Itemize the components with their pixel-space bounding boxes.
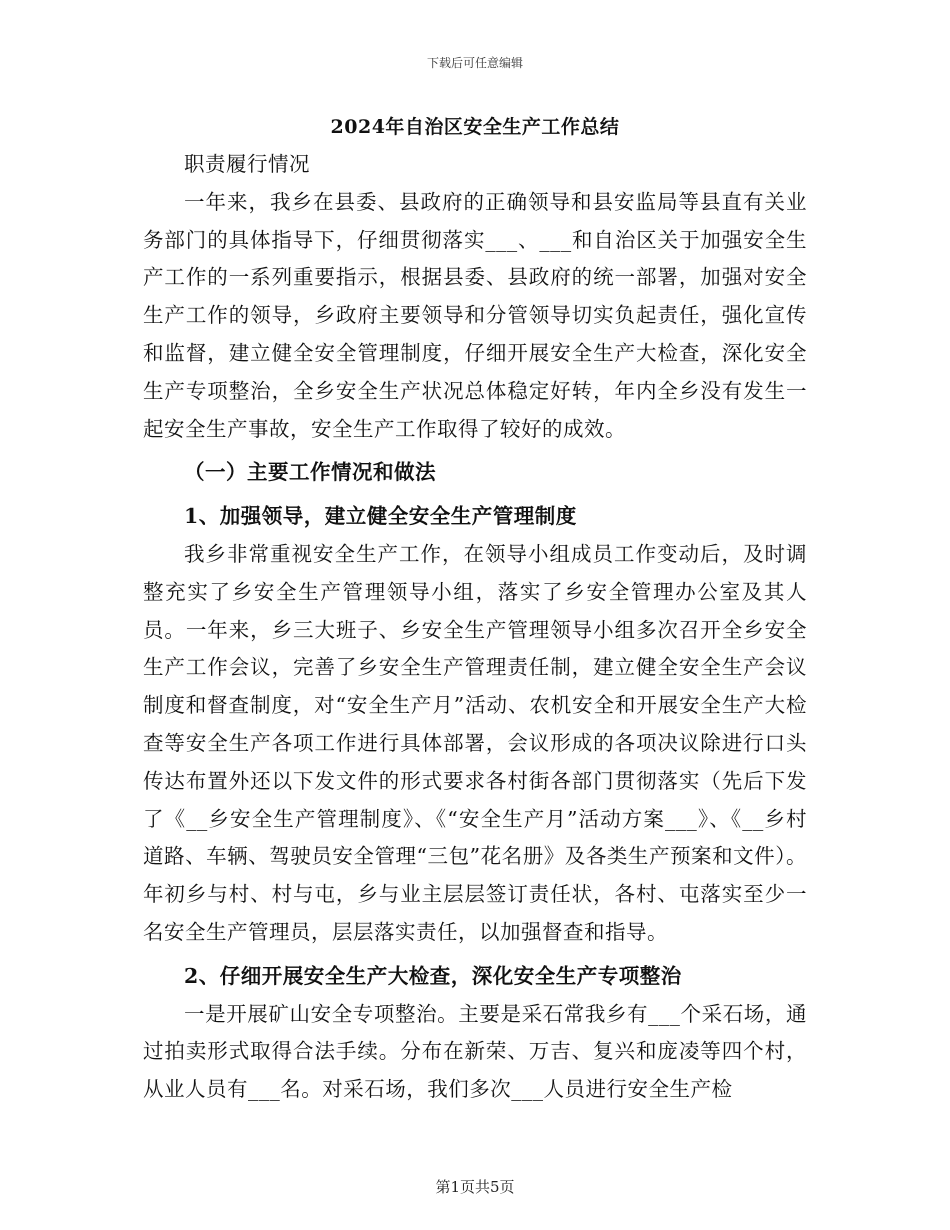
heading-safety-inspection: 2、仔细开展安全生产大检查，深化安全生产专项整治: [184, 963, 682, 988]
heading-strengthen-leadership: 1、加强领导，建立健全安全生产管理制度: [184, 504, 577, 529]
heading-main-work: （一）主要工作情况和做法: [184, 460, 436, 485]
document-title: 2024年自治区安全生产工作总结: [330, 116, 620, 138]
paragraph-mine-safety: 一是开展矿山安全专项整治。主要是采石常我乡有___个采石场，通过拍卖形式取得合法手续。分布在新荣、万吉、复兴和庞凌等四个村，从业人员有___名。对采石场，我们多次___人员进行安全生产检: [143, 1001, 807, 1102]
paragraph-leadership: 我乡非常重视安全生产工作，在领导小组成员工作变动后，及时调整充实了乡安全生产管理领导小组，落实了乡安全管理办公室及其人员。一年来，乡三大班子、乡安全生产管理领导小组多次召开全乡安全生产工作会议，完善了乡安全生产管理责任制，建立健全安全生产会议制度和督查制度，对“安全生产月”活动、农机安全和开展安全生产大检查等安全生产各项工作进行具体部署，会议形成的各项决议除进行口头传达布置外还以下发文件的形式要求各村街各部门贯彻落实（先后下发了《__乡安全生产管理制度》、《“安全生产月”活动方案___》、《__乡村道路、车辆、驾驶员安全管理“三包”花名册》及各类生产预案和文件）。年初乡与村、村与屯，乡与业主层层签订责任状，各村、屯落实至少一名安全生产管理员，层层落实责任，以加强督查和指导。: [143, 541, 807, 944]
header-note: 下载后可任意编辑: [426, 56, 523, 70]
document-body: [143, 112, 807, 1109]
page-number: 第1页共5页: [435, 1178, 515, 1196]
section-duty-label: 职责履行情况: [184, 152, 310, 176]
paragraph-intro: 一年来，我乡在县委、县政府的正确领导和县安监局等县直有关业务部门的具体指导下，仔细贯彻落实___、___和自治区关于加强安全生产工作的一系列重要指示，根据县委、县政府的统一部署，加强对安全生产工作的领导，乡政府主要领导和分管领导切实负起责任，强化宣传和监督，建立健全安全管理制度，仔细开展安全生产大检查，深化安全生产专项整治，全乡安全生产状况总体稳定好转，年内全乡没有发生一起安全生产事故，安全生产工作取得了较好的成效。: [143, 189, 807, 441]
